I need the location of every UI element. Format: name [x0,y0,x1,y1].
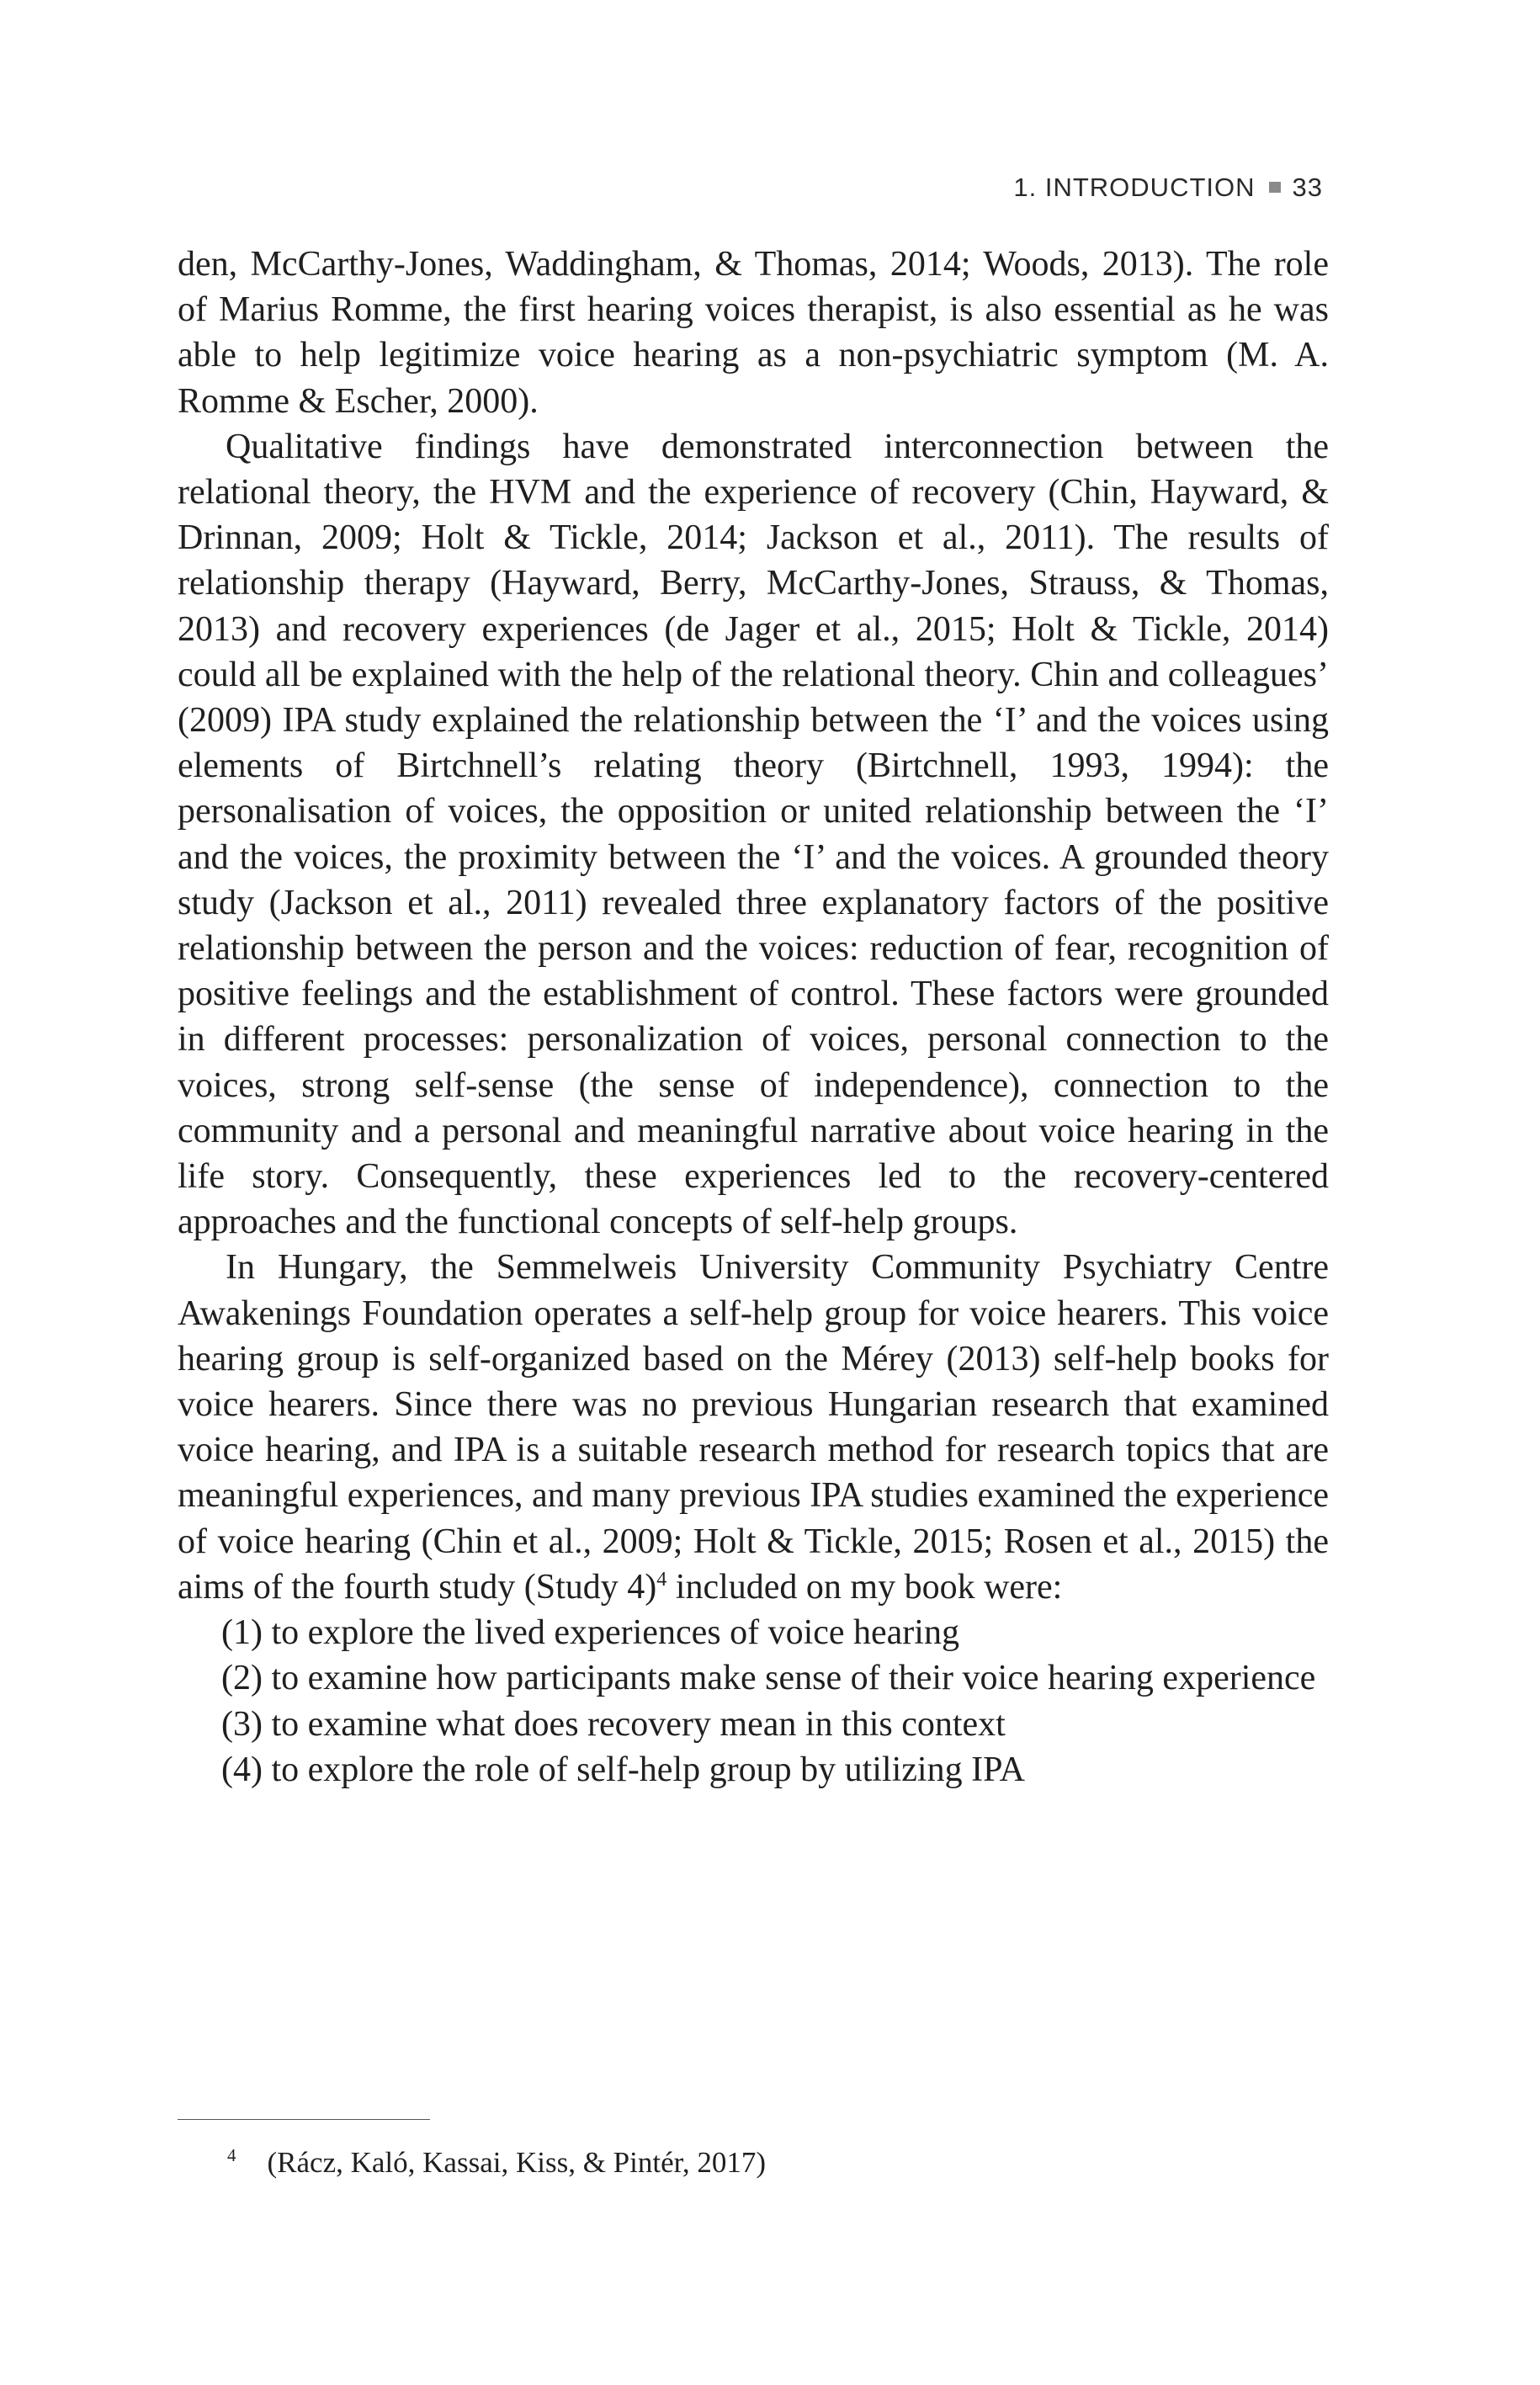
paragraph-1: den, McCarthy-Jones, Waddingham, & Thomas, 2014; Woods, 2013). The role of Marius Romme, the first hearing voices therapist, is also essential as he was able to help legitimize voice hearing as a non-psychiatric symptom (M. A. Romme & Escher, 2000). [178,245,1329,421]
paragraph-3 [178,1245,1329,1610]
page-number: 33 [1292,173,1323,202]
running-head [1013,171,1323,205]
paragraph-3-tail: included on my book were: [666,1567,1063,1607]
paragraph-2: Qualitative findings have demonstrated interconnection between the relational theory, the HVM and the experience of recovery (Chin, Hayward, & Drinnan, 2009; Holt & Tickle, 2014; Jackson et al., 2011). The results of relationship therapy (Hayward, Berry, McCarthy-Jones, Strauss, & Thomas, 2013) and recovery experiences (de Jager et al., 2015; Holt & Tickle, 2014) could all be explained with the help of the relational theory. Chin and colleagues’ (2009) IPA study explained the relationship between the ‘I’ and the voices using elements of Birtchnell’s relating theory (Birtchnell, 1993, 1994): the personalisation of voices, the opposition or united relationship between the ‘I’ and the voices, the proximity between the ‘I’ and the voices. A grounded theory study (Jackson et al., 2011) revealed three explanatory factors of the positive relationship between the person and the voices: reduction of fear, recognition of positive feelings and the establishment of control. These factors were grounded in different processes: personalization of voices, personal connection to the voices, strong self-sense (the sense of independence), connection to the community and a personal and meaningful narrative about voice hearing in the life story. Consequently, these experiences led to the recovery-centered approaches and the functional concepts of self-help groups. [178,427,1329,1242]
square-bullet-icon [1269,182,1281,193]
paragraph-3-text: In Hungary, the Semmelweis University Community Psychiatry Centre Awakenings Foundation operates a self-help group for voice hearers. This voice hearing group is self-organized based on the Mérey (2013) self-help books for voice hearers. Since there was no previous Hungarian research that examined voice hearing, and IPA is a suitable research method for research topics that are meaningful experiences, and many previous IPA studies examined the experience of voice hearing (Chin et al., 2009; Holt & Tickle, 2015; Rosen et al., 2015) the aims of the fourth study (Study 4) [178,1248,1329,1607]
footnote-text: (Rácz, Kaló, Kassai, Kiss, & Pintér, 2017) [267,2146,767,2179]
aim-item: (4) to explore the role of self-help group by utilizing IPA [221,1750,1025,1789]
footnote-divider [178,2119,430,2120]
footnote [227,2144,766,2181]
body-text [178,242,1329,1793]
section-title: 1. INTRODUCTION [1013,173,1256,202]
aim-item: (2) to examine how participants make sense of their voice hearing experience [221,1659,1316,1698]
aim-item: (3) to examine what does recovery mean in this context [221,1704,1006,1744]
footnote-mark: 4 [227,2145,236,2166]
aims-list [178,1610,1329,1793]
aim-item: (1) to explore the lived experiences of voice hearing [221,1613,959,1653]
footnote-reference[interactable]: 4 [656,1568,667,1591]
